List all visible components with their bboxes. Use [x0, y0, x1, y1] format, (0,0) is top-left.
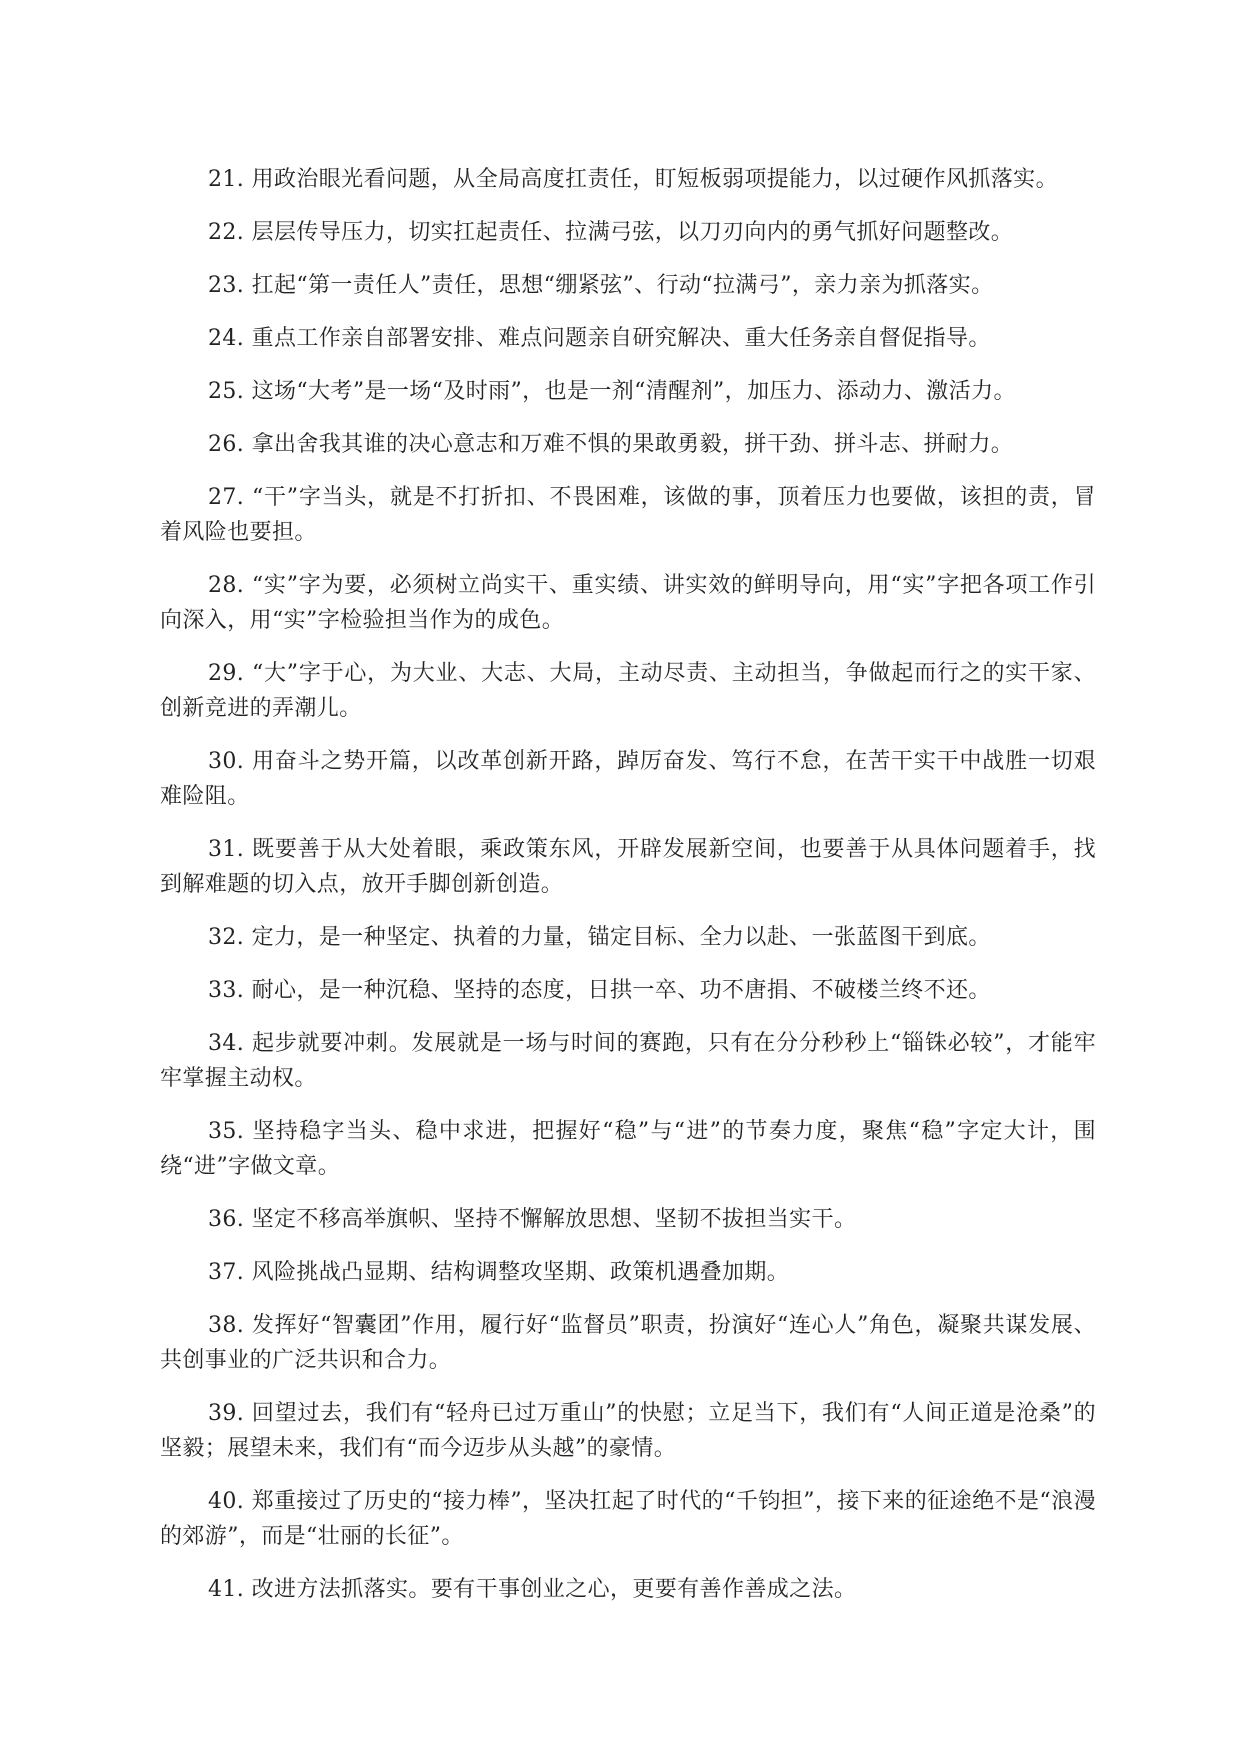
paragraph-36: 36. 坚定不移高举旗帜、坚持不懈解放思想、坚韧不拔担当实干。: [208, 1207, 857, 1232]
paragraph-41: 41. 改进方法抓落实。要有干事创业之心，更要有善作善成之法。: [208, 1577, 857, 1602]
paragraph-22: 22. 层层传导压力，切实扛起责任、拉满弓弦，以刀刃向内的勇气抓好问题整改。: [208, 220, 1014, 245]
paragraph-30: 30. 用奋斗之势开篇，以改革创新开路，踔厉奋发、笃行不怠，在苦干实干中战胜一切艰难险阻。: [160, 749, 1096, 809]
paragraph-39: 39. 回望过去，我们有“轻舟已过万重山”的快慰；立足当下，我们有“人间正道是沧桑”的坚毅；展望未来，我们有“而今迈步从头越”的豪情。: [160, 1401, 1096, 1461]
document-body: [160, 162, 1096, 1625]
paragraph-27: 27. “干”字当头，就是不打折扣、不畏困难，该做的事，顶着压力也要做，该担的责，冒着风险也要担。: [160, 485, 1096, 545]
paragraph-38: 38. 发挥好“智囊团”作用，履行好“监督员”职责，扮演好“连心人”角色，凝聚共谋发展、共创事业的广泛共识和合力。: [160, 1313, 1096, 1373]
paragraph-25: 25. 这场“大考”是一场“及时雨”，也是一剂“清醒剂”，加压力、添动力、激活力。: [208, 379, 1016, 404]
paragraph-33: 33. 耐心，是一种沉稳、坚持的态度，日拱一卒、功不唐捐、不破楼兰终不还。: [208, 978, 991, 1003]
paragraph-21: 21. 用政治眼光看问题，从全局高度扛责任，盯短板弱项提能力，以过硬作风抓落实。: [208, 167, 1058, 192]
paragraph-35: 35. 坚持稳字当头、稳中求进，把握好“稳”与“进”的节奏力度，聚焦“稳”字定大计，围绕“进”字做文章。: [160, 1119, 1096, 1179]
paragraph-24: 24. 重点工作亲自部署安排、难点问题亲自研究解决、重大任务亲自督促指导。: [208, 326, 991, 351]
paragraph-37: 37. 风险挑战凸显期、结构调整攻坚期、政策机遇叠加期。: [208, 1260, 790, 1285]
paragraph-40: 40. 郑重接过了历史的“接力棒”，坚决扛起了时代的“千钧担”，接下来的征途绝不是“浪漫的郊游”，而是“壮丽的长征”。: [160, 1489, 1096, 1549]
paragraph-32: 32. 定力，是一种坚定、执着的力量，锚定目标、全力以赴、一张蓝图干到底。: [208, 925, 991, 950]
paragraph-23: 23. 扛起“第一责任人”责任，思想“绷紧弦”、行动“拉满弓”，亲力亲为抓落实。: [208, 273, 994, 298]
paragraph-26: 26. 拿出舍我其谁的决心意志和万难不惧的果敢勇毅，拼干劲、拼斗志、拼耐力。: [208, 432, 1014, 457]
paragraph-31: 31. 既要善于从大处着眼，乘政策东风，开辟发展新空间，也要善于从具体问题着手，找到解难题的切入点，放开手脚创新创造。: [160, 837, 1096, 897]
paragraph-28: 28. “实”字为要，必须树立尚实干、重实绩、讲实效的鲜明导向，用“实”字把各项工作引向深入，用“实”字检验担当作为的成色。: [160, 573, 1096, 633]
paragraph-34: 34. 起步就要冲刺。发展就是一场与时间的赛跑，只有在分分秒秒上“锱铢必较”，才能牢牢掌握主动权。: [160, 1031, 1096, 1091]
paragraph-29: 29. “大”字于心，为大业、大志、大局，主动尽责、主动担当，争做起而行之的实干家、创新竞进的弄潮儿。: [160, 661, 1096, 721]
